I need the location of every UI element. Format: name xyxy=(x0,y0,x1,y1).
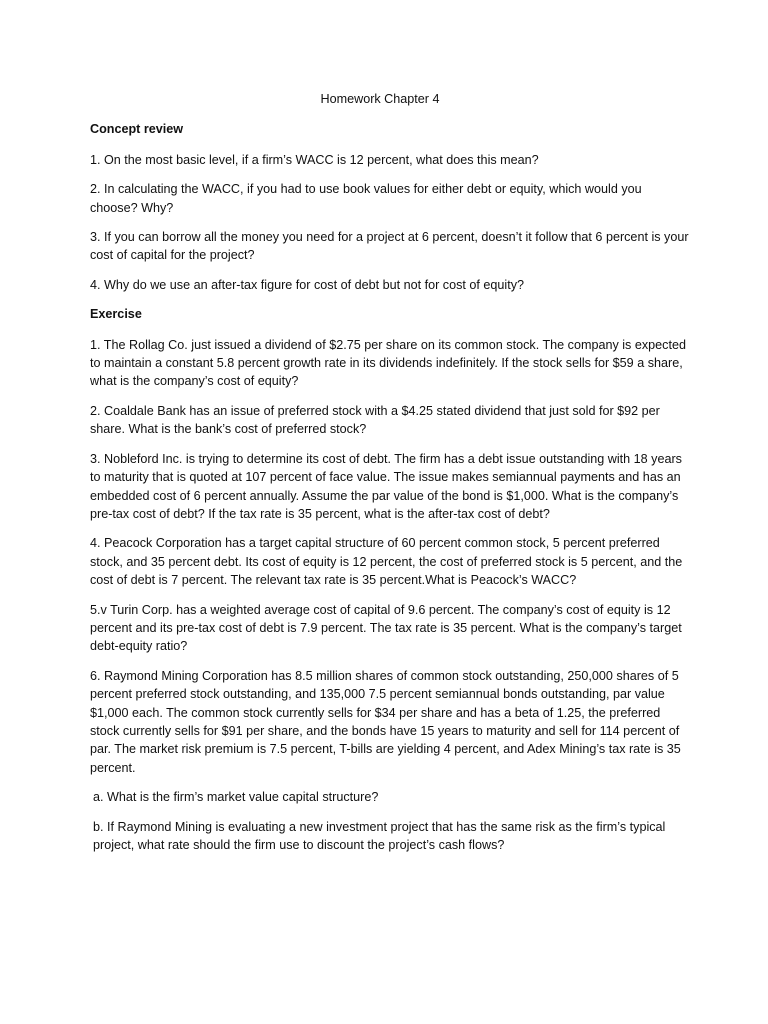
exercise-question-6: 6. Raymond Mining Corporation has 8.5 million shares of common stock outstanding, 250,000 shares of 5 percent preferred stock outstanding, and 135,000 7.5 percent semiannual bonds outstanding, par value $1,000 each. The common stock currently sells for $34 per share and has a beta of 1.25, the preferred stock currently sells for $91 per share, and the bonds have 15 years to maturity and sell for 114 percent of par. The market risk premium is 7.5 percent, T-bills are yielding 4 percent, and Adex Mining’s tax rate is 35 percent. xyxy=(90,668,681,775)
document-page xyxy=(90,90,690,865)
concept-question-2: 2. In calculating the WACC, if you had to use book values for either debt or equity, which would you choose? Why? xyxy=(90,182,642,215)
exercise-heading: Exercise xyxy=(90,307,142,322)
exercise-question-3: 3. Nobleford Inc. is trying to determine its cost of debt. The firm has a debt issue outstanding with 18 years to maturity that is quoted at 107 percent of face value. The issue makes semiannual payments and has an embedded cost of 6 percent annually. Assume the par value of the bond is $1,000. What is the company’s pre-tax cost of debt? If the tax rate is 35 percent, what is the after-tax cost of debt? xyxy=(90,451,682,521)
document-title: Homework Chapter 4 xyxy=(320,92,440,106)
concept-question-4: 4. Why do we use an after-tax figure for cost of debt but not for cost of equity? xyxy=(90,277,525,292)
exercise-question-5: 5.v Turin Corp. has a weighted average cost of capital of 9.6 percent. The company’s cost of equity is 12 percent and its pre-tax cost of debt is 7.9 percent. The tax rate is 35 percent. What is the company’s target debt-equity ratio? xyxy=(90,602,682,654)
concept-question-3: 3. If you can borrow all the money you need for a project at 6 percent, doesn’t it follow that 6 percent is your cost of capital for the project? xyxy=(90,230,689,263)
exercise-question-6b: b. If Raymond Mining is evaluating a new investment project that has the same risk as the firm’s typical project, what rate should the firm use to discount the project’s cash flows? xyxy=(93,819,666,852)
concept-question-1: 1. On the most basic level, if a firm’s WACC is 12 percent, what does this mean? xyxy=(90,152,539,167)
concept-review-heading: Concept review xyxy=(90,122,184,137)
exercise-question-4: 4. Peacock Corporation has a target capital structure of 60 percent common stock, 5 percent preferred stock, and 35 percent debt. Its cost of equity is 12 percent, the cost of preferred stock is 5 percent, and the cost of debt is 7 percent. The relevant tax rate is 35 percent.What is Peacock’s WACC? xyxy=(90,536,683,588)
exercise-question-1: 1. The Rollag Co. just issued a dividend of $2.75 per share on its common stock. The company is expected to maintain a constant 5.8 percent growth rate in its dividends indefinitely. If the stock sells for $59 a share, what is the company’s cost of equity? xyxy=(90,337,686,389)
exercise-question-2: 2. Coaldale Bank has an issue of preferred stock with a $4.25 stated dividend that just sold for $92 per share. What is the bank’s cost of preferred stock? xyxy=(90,403,660,437)
exercise-question-6a: a. What is the firm’s market value capital structure? xyxy=(93,790,379,805)
